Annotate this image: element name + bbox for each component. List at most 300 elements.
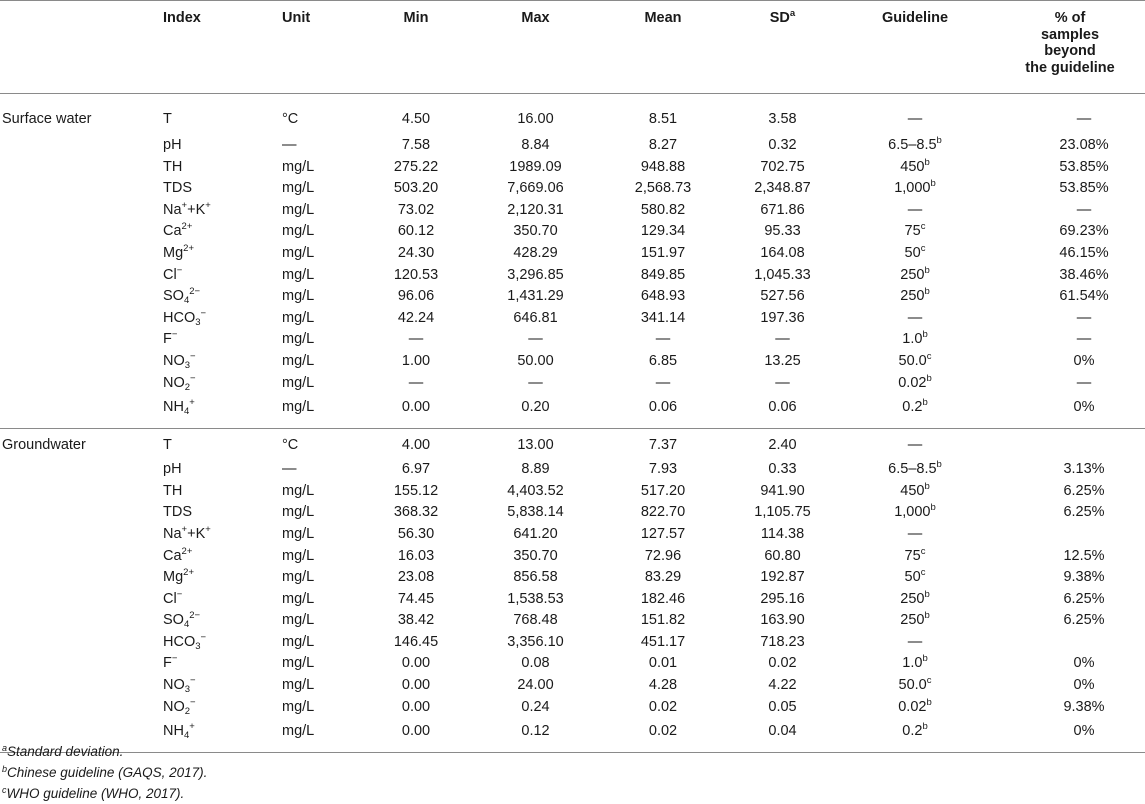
- ion-base: NH: [163, 399, 184, 416]
- guideline-value: —: [907, 437, 923, 454]
- guideline-footnote-mark: b: [936, 459, 942, 471]
- table-row: [0, 429, 1145, 460]
- ion-charge: +: [189, 397, 195, 409]
- guideline-footnote-mark: c: [920, 545, 926, 557]
- ion-base: Na: [163, 525, 182, 542]
- row-index: TDS: [163, 504, 192, 521]
- row-guideline: [843, 459, 987, 481]
- ion-charge: −: [190, 675, 196, 687]
- row-mean: 0.02: [648, 723, 678, 740]
- row-percent-beyond: —: [1076, 331, 1092, 348]
- row-percent-beyond: [987, 429, 1145, 460]
- ion-subscript: 3: [195, 316, 201, 328]
- ion-charge: 2−: [189, 610, 201, 622]
- row-percent-beyond: 0%: [1073, 723, 1095, 740]
- row-unit: mg/L: [282, 525, 315, 542]
- row-group-label: [0, 308, 160, 330]
- row-max: 2,120.31: [507, 201, 564, 218]
- header-pct-line-3: beyond: [1044, 43, 1096, 59]
- row-unit: mg/L: [282, 309, 315, 326]
- row-mean: 948.88: [640, 158, 686, 175]
- guideline-footnote-mark: c: [926, 675, 932, 687]
- row-index: [160, 351, 282, 373]
- row-percent-beyond: —: [1076, 201, 1092, 218]
- row-index: [160, 329, 282, 351]
- row-guideline: [843, 135, 987, 157]
- ion-base: F: [163, 331, 172, 348]
- ion-charge: −: [190, 350, 196, 362]
- row-max: 7,669.06: [507, 180, 564, 197]
- guideline-footnote-mark: b: [926, 372, 932, 384]
- table-row: [0, 524, 1145, 546]
- header-sd: [722, 1, 843, 94]
- row-percent-beyond: 53.85%: [1059, 180, 1109, 197]
- row-guideline: [843, 675, 987, 697]
- row-sd: 0.04: [768, 723, 797, 740]
- row-unit: mg/L: [282, 288, 315, 305]
- guideline-value: 75: [904, 547, 921, 564]
- row-sd: 941.90: [760, 482, 805, 499]
- guideline-value: 0.02: [898, 374, 927, 391]
- table-row: [0, 157, 1145, 179]
- row-index: TH: [163, 482, 183, 499]
- ion-charge: 2+: [183, 242, 194, 254]
- row-unit: mg/L: [282, 698, 315, 715]
- table-row: [0, 94, 1145, 136]
- ion-charge: +: [181, 523, 188, 535]
- row-index: TH: [163, 158, 183, 175]
- table-footnotes: [2, 741, 207, 804]
- row-mean: 8.27: [648, 137, 678, 153]
- row-unit: mg/L: [282, 569, 315, 586]
- row-index: [160, 265, 282, 287]
- row-percent-beyond: 0%: [1073, 352, 1095, 369]
- row-min: 4.50: [401, 110, 431, 127]
- row-unit: —: [282, 137, 297, 153]
- row-unit: mg/L: [282, 547, 315, 564]
- row-unit: mg/L: [282, 677, 315, 694]
- row-index: [160, 524, 282, 546]
- row-percent-beyond: —: [1076, 110, 1092, 127]
- row-percent-beyond: 61.54%: [1059, 288, 1109, 305]
- header-percent-beyond: [987, 1, 1145, 94]
- row-group-label: [0, 265, 160, 287]
- table-row: [0, 178, 1145, 200]
- ion-charge: −: [171, 329, 178, 341]
- header-index: Index: [163, 10, 201, 26]
- ion-subscript: 2: [184, 381, 191, 393]
- row-guideline: [843, 481, 987, 503]
- groundwater-section: [0, 429, 1145, 753]
- row-sd: 0.33: [768, 461, 797, 478]
- header-pct-line-1: % of: [1054, 10, 1086, 26]
- row-index: T: [163, 437, 172, 454]
- row-max: 50.00: [517, 352, 554, 369]
- row-percent-beyond: 46.15%: [1059, 244, 1109, 261]
- ion-base: Na: [163, 201, 182, 218]
- header-max: Max: [521, 10, 550, 26]
- row-percent-beyond: [987, 524, 1145, 546]
- guideline-value: 0.2: [902, 723, 923, 740]
- ion-charge: −: [176, 588, 183, 600]
- row-index: pH: [163, 461, 182, 478]
- guideline-value: 1,000: [894, 504, 931, 521]
- guideline-value: 250: [900, 288, 925, 305]
- row-group-label: Groundwater: [2, 437, 86, 454]
- row-percent-beyond: 38.46%: [1059, 266, 1109, 283]
- row-guideline: [843, 610, 987, 632]
- row-mean: 6.85: [648, 352, 678, 369]
- row-guideline: [843, 718, 987, 753]
- table-row: [0, 243, 1145, 265]
- row-min: 24.30: [397, 244, 435, 261]
- row-percent-beyond: 9.38%: [1063, 569, 1105, 586]
- footnote-a: [2, 741, 207, 762]
- table-row: [0, 351, 1145, 373]
- row-max: 0.08: [521, 655, 550, 672]
- row-mean: 2,568.73: [634, 180, 692, 197]
- row-max: 8.89: [521, 461, 550, 478]
- row-index: T: [163, 110, 172, 127]
- row-group-label: [0, 459, 160, 481]
- row-sd: 295.16: [760, 590, 805, 607]
- row-guideline: [843, 243, 987, 265]
- table-row: [0, 459, 1145, 481]
- ion-charge: 2+: [183, 567, 194, 579]
- ion-charge: −: [190, 696, 196, 708]
- row-guideline: [843, 200, 987, 222]
- row-percent-beyond: —: [1076, 374, 1092, 391]
- table-row: [0, 200, 1145, 222]
- row-max: 1,538.53: [507, 590, 564, 607]
- row-mean: 182.46: [640, 590, 686, 607]
- header-group: [0, 1, 160, 94]
- row-unit: mg/L: [282, 223, 315, 240]
- row-min: 4.00: [401, 437, 431, 454]
- guideline-value: 450: [900, 482, 925, 499]
- row-max: 856.58: [513, 569, 558, 586]
- row-guideline: [843, 265, 987, 287]
- row-unit: mg/L: [282, 612, 315, 629]
- row-group-label: [0, 286, 160, 308]
- row-unit: mg/L: [282, 590, 315, 607]
- ion-plus: +: [187, 525, 196, 542]
- guideline-footnote-mark: b: [936, 135, 942, 146]
- row-index: [160, 243, 282, 265]
- footnote-text: Standard deviation.: [7, 744, 124, 759]
- row-group-label: [0, 481, 160, 503]
- row-min: 503.20: [393, 180, 439, 197]
- guideline-value: 250: [900, 590, 925, 607]
- guideline-footnote-mark: c: [920, 221, 926, 233]
- ion-base: Mg: [163, 244, 184, 261]
- ion-base: NO: [163, 677, 185, 694]
- row-mean: 0.02: [648, 698, 678, 715]
- row-sd: 671.86: [760, 201, 805, 218]
- ion-base: K: [195, 525, 206, 542]
- row-min: 0.00: [401, 399, 431, 416]
- ion-base: Mg: [163, 569, 184, 586]
- row-max: 0.24: [521, 698, 550, 715]
- row-min: 7.58: [401, 137, 431, 153]
- ion-base: NO: [163, 352, 185, 369]
- guideline-value: 1.0: [902, 331, 923, 348]
- row-percent-beyond: 9.38%: [1063, 698, 1105, 715]
- guideline-value: 50.0: [898, 352, 927, 369]
- ion-plus: +: [187, 201, 196, 218]
- row-group-label: [0, 632, 160, 654]
- row-min: 120.53: [393, 266, 439, 283]
- row-sd: —: [775, 331, 790, 348]
- guideline-value: —: [907, 309, 923, 326]
- row-percent-beyond: 53.85%: [1059, 158, 1109, 175]
- row-mean: 129.34: [640, 223, 686, 240]
- row-index: [160, 394, 282, 429]
- row-min: 1.00: [401, 352, 431, 369]
- row-index: [160, 675, 282, 697]
- row-percent-beyond: 23.08%: [1059, 137, 1109, 153]
- row-min: 38.42: [397, 612, 435, 629]
- row-group-label: [0, 373, 160, 395]
- guideline-footnote-mark: c: [920, 567, 926, 579]
- row-sd: 114.38: [760, 525, 805, 542]
- row-unit: mg/L: [282, 655, 315, 672]
- row-min: 0.00: [401, 723, 431, 740]
- ion-base: SO: [163, 612, 184, 629]
- guideline-value: 50.0: [898, 677, 927, 694]
- row-unit: mg/L: [282, 201, 315, 218]
- row-mean: 0.06: [648, 399, 678, 416]
- guideline-footnote-mark: b: [924, 264, 930, 276]
- footnote-b: [2, 762, 207, 783]
- header-mean: Mean: [644, 10, 682, 26]
- row-sd: 3.58: [768, 110, 797, 127]
- row-sd: 1,045.33: [754, 266, 811, 283]
- guideline-value: 75: [904, 223, 921, 240]
- row-max: —: [528, 331, 543, 348]
- guideline-value: 450: [900, 158, 925, 175]
- row-sd: 163.90: [760, 612, 805, 629]
- row-group-label: [0, 524, 160, 546]
- ion-base: SO: [163, 288, 184, 305]
- ion-charge: +: [189, 721, 195, 733]
- row-min: 155.12: [393, 482, 439, 499]
- row-percent-beyond: 6.25%: [1063, 504, 1105, 521]
- row-sd: 0.06: [768, 399, 797, 416]
- table-row: [0, 610, 1145, 632]
- row-mean: 0.01: [648, 655, 678, 672]
- row-min: 60.12: [397, 223, 435, 240]
- guideline-value: 1.0: [902, 655, 923, 672]
- ion-charge: 2+: [181, 221, 193, 233]
- ion-base: Cl: [163, 590, 177, 607]
- row-sd: 0.32: [768, 137, 797, 153]
- footnote-c: [2, 783, 207, 804]
- row-percent-beyond: 0%: [1073, 399, 1095, 416]
- row-max: 4,403.52: [507, 482, 564, 499]
- row-unit: mg/L: [282, 244, 315, 261]
- row-guideline: [843, 329, 987, 351]
- ion-base: Cl: [163, 266, 177, 283]
- ion-charge: −: [176, 264, 183, 276]
- table-row: [0, 675, 1145, 697]
- row-sd: 702.75: [760, 158, 805, 175]
- row-index: TDS: [163, 180, 192, 197]
- row-max: 0.12: [521, 723, 550, 740]
- row-sd: 2.40: [768, 437, 797, 454]
- guideline-footnote-mark: b: [924, 588, 930, 600]
- row-mean: —: [655, 374, 671, 391]
- footnote-mark: c: [2, 785, 7, 795]
- table-row: [0, 632, 1145, 654]
- header-pct-line-2: samples: [1040, 26, 1100, 43]
- row-index: [160, 697, 282, 719]
- row-group-label: [0, 610, 160, 632]
- header-sd-footnote-mark: a: [789, 8, 796, 19]
- row-min: 0.00: [401, 655, 431, 672]
- row-min: 368.32: [393, 504, 439, 521]
- row-unit: °C: [282, 437, 299, 454]
- row-min: 73.02: [397, 201, 435, 218]
- row-max: 350.70: [513, 547, 558, 564]
- ion-charge: 2−: [189, 286, 201, 298]
- row-percent-beyond: [987, 632, 1145, 654]
- row-min: —: [408, 331, 424, 348]
- row-index: [160, 308, 282, 330]
- row-percent-beyond: 3.13%: [1063, 461, 1105, 478]
- header-sd-label: SD: [769, 10, 790, 26]
- row-index: [160, 589, 282, 611]
- table-row: [0, 697, 1145, 719]
- row-max: 5,838.14: [507, 504, 564, 521]
- row-index: [160, 286, 282, 308]
- ion-charge: −: [190, 372, 196, 384]
- row-unit: mg/L: [282, 723, 315, 740]
- footnote-text: Chinese guideline (GAQS, 2017).: [7, 765, 208, 780]
- row-index: [160, 221, 282, 243]
- guideline-footnote-mark: b: [922, 397, 928, 409]
- table-row: [0, 221, 1145, 243]
- ion-base: NO: [163, 698, 185, 715]
- row-guideline: [843, 157, 987, 179]
- row-percent-beyond: 12.5%: [1063, 547, 1105, 564]
- row-max: 646.81: [513, 309, 558, 326]
- row-percent-beyond: 69.23%: [1059, 223, 1109, 240]
- row-unit: mg/L: [282, 482, 315, 499]
- row-index: [160, 373, 282, 395]
- row-percent-beyond: 0%: [1073, 655, 1095, 672]
- guideline-value: 50: [904, 244, 921, 261]
- row-percent-beyond: 6.25%: [1063, 612, 1105, 629]
- row-percent-beyond: 6.25%: [1063, 482, 1105, 499]
- table-row: [0, 481, 1145, 503]
- header-guideline: Guideline: [881, 10, 949, 26]
- guideline-value: —: [907, 633, 923, 650]
- table-row: [0, 308, 1145, 330]
- footnote-mark: b: [2, 764, 8, 774]
- row-unit: mg/L: [282, 266, 315, 283]
- table-row: [0, 265, 1145, 287]
- row-max: 16.00: [517, 110, 554, 127]
- guideline-footnote-mark: b: [924, 610, 930, 622]
- row-unit: —: [282, 461, 297, 478]
- row-group-label: [0, 351, 160, 373]
- guideline-footnote-mark: b: [922, 329, 928, 341]
- row-guideline: [843, 502, 987, 524]
- row-percent-beyond: 6.25%: [1063, 590, 1105, 607]
- row-sd: 192.87: [760, 569, 805, 586]
- row-group-label: [0, 567, 160, 589]
- row-min: 56.30: [397, 525, 435, 542]
- row-mean: 4.28: [648, 677, 678, 694]
- row-group-label: [0, 329, 160, 351]
- row-unit: mg/L: [282, 331, 315, 348]
- row-min: 16.03: [397, 547, 435, 564]
- row-index: [160, 610, 282, 632]
- ion-charge: −: [200, 307, 207, 319]
- ion-subscript: 4: [183, 295, 190, 307]
- ion-base: HCO: [163, 633, 196, 650]
- row-unit: mg/L: [282, 180, 315, 197]
- row-index: [160, 653, 282, 675]
- row-sd: 2,348.87: [754, 180, 811, 197]
- row-max: 768.48: [513, 612, 558, 629]
- row-mean: 83.29: [644, 569, 682, 586]
- row-unit: °C: [282, 110, 299, 127]
- row-sd: 0.02: [768, 655, 797, 672]
- row-guideline: [843, 94, 987, 136]
- row-guideline: [843, 429, 987, 460]
- ion-charge: −: [171, 653, 178, 665]
- row-max: 0.20: [521, 399, 550, 416]
- row-guideline: [843, 697, 987, 719]
- row-group-label: [0, 697, 160, 719]
- ion-charge: +: [205, 523, 211, 535]
- row-sd: 527.56: [760, 288, 805, 305]
- table-row: [0, 546, 1145, 568]
- row-unit: mg/L: [282, 374, 315, 391]
- row-max: 13.00: [517, 437, 554, 454]
- row-group-label: [0, 589, 160, 611]
- table-row: [0, 653, 1145, 675]
- row-index: [160, 567, 282, 589]
- row-max: 1989.09: [509, 158, 562, 175]
- footnote-text: WHO guideline (WHO, 2017).: [6, 786, 185, 801]
- row-guideline: [843, 589, 987, 611]
- row-unit: mg/L: [282, 504, 315, 521]
- ion-subscript: 4: [183, 730, 190, 742]
- row-group-label: [0, 653, 160, 675]
- table-row: [0, 394, 1145, 429]
- row-min: 275.22: [393, 158, 439, 175]
- guideline-value: 250: [900, 612, 925, 629]
- row-group-label: [0, 135, 160, 157]
- guideline-value: 6.5–8.5: [888, 137, 937, 153]
- ion-subscript: 4: [183, 619, 190, 631]
- ion-base: HCO: [163, 309, 196, 326]
- guideline-value: 250: [900, 266, 925, 283]
- row-group-label: [0, 243, 160, 265]
- ion-subscript: 3: [184, 684, 191, 696]
- header-min: Min: [403, 10, 429, 26]
- row-group-label: [0, 178, 160, 200]
- ion-charge: +: [181, 199, 188, 211]
- row-guideline: [843, 351, 987, 373]
- row-unit: mg/L: [282, 158, 315, 175]
- ion-charge: +: [205, 199, 211, 211]
- row-max: 8.84: [521, 137, 550, 153]
- row-guideline: [843, 221, 987, 243]
